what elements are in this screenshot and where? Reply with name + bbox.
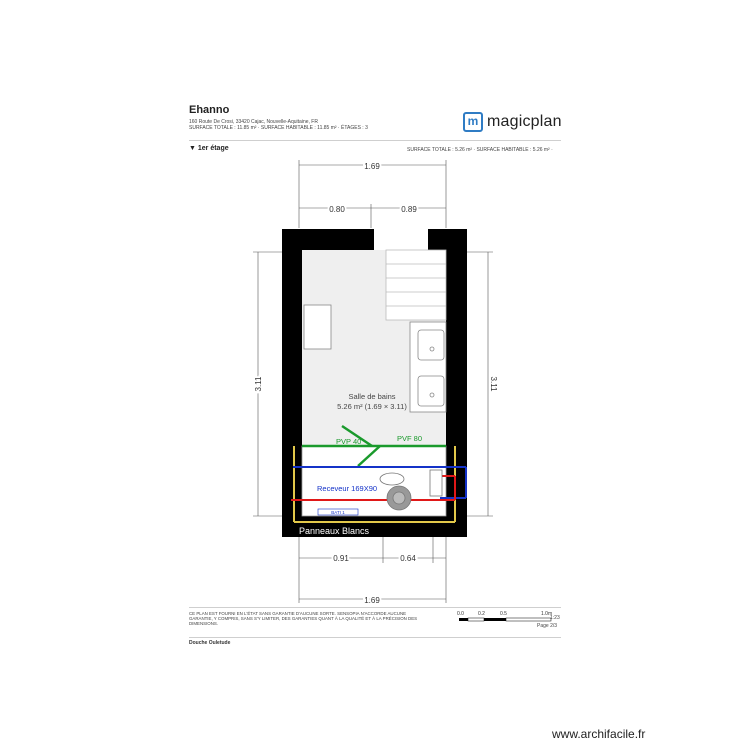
dimension-top-total-label: 1.69 [364, 162, 380, 171]
scale-tick-3: 1.0m [541, 611, 553, 617]
dimension-top-segments [299, 204, 446, 228]
scale-tick-2: 0.5 [500, 611, 507, 617]
dimension-bottom-segments [299, 537, 446, 603]
panels-label: Panneaux Blancs [298, 526, 370, 536]
magicplan-logo-icon: m [463, 112, 483, 132]
scale-tick-0: 0.0 [457, 611, 464, 617]
room-name: Salle de bains [348, 392, 396, 401]
footer-title: Douche Ouletude [189, 640, 231, 646]
sink-vanity [410, 322, 446, 412]
dimension-left-height-label: 3.11 [254, 376, 263, 392]
pvf-label: PVF 80 [397, 434, 423, 443]
dimension-top-right-label: 0.89 [401, 205, 417, 214]
shower-tray [302, 446, 446, 516]
dimension-bottom-left-label: 0.91 [333, 554, 349, 563]
page-number: Page 2/3 [537, 623, 558, 629]
dimension-bottom-total-label: 1.69 [364, 596, 380, 605]
pvp-label: PVP 40 [336, 437, 362, 446]
scale-bar [459, 618, 551, 621]
cabinet [304, 305, 331, 349]
footer-divider-bottom [189, 637, 561, 638]
scale-tick-1: 0.2 [478, 611, 485, 617]
floor-title: ▼ 1er étage [189, 145, 229, 152]
room-area: 5.26 m² (1.69 × 3.11) [337, 402, 407, 411]
floor-surface-summary: SURFACE TOTALE : 5.26 m² · SURFACE HABITABLE : 5.26 m² · [407, 147, 553, 153]
watermark: www.archifacile.fr [552, 727, 646, 741]
staircase [386, 250, 446, 320]
dimension-top-left-label: 0.80 [329, 205, 345, 214]
footer-divider-top [189, 607, 561, 608]
disclaimer-text: CE PLAN EST FOURNI EN L'ÉTAT SANS GARANTIE D'AUCUNE SORTE. SENSOPIA N'ACCORDE AUCUNE GARANTIE, Y COMPRIS, SANS S'Y LIMITER, DES GARANTIES QUANT À LA QUALITÉ ET À LA PRÉCISION DES DIMENSIONS. [189, 611, 418, 626]
small-label: BATI 1 [331, 510, 345, 515]
dimension-bottom-right-label: 0.64 [400, 554, 416, 563]
scale-ratio: 1:23 [550, 615, 560, 621]
dimension-right-height-label: 3.11 [489, 376, 498, 392]
magicplan-logo-text: magicplan [487, 113, 562, 130]
dimension-right-height [466, 252, 493, 516]
project-address: 160 Route De Crosi, 33420 Cajac, Nouvelle-Aquitaine, FR [189, 119, 318, 125]
project-name: Ehanno [189, 104, 230, 116]
receiver-label: Receveur 169X90 [317, 484, 378, 493]
project-surface-summary: SURFACE TOTALE : 11.85 m² · SURFACE HABITABLE : 11.85 m² · ÉTAGES : 3 [189, 125, 368, 131]
